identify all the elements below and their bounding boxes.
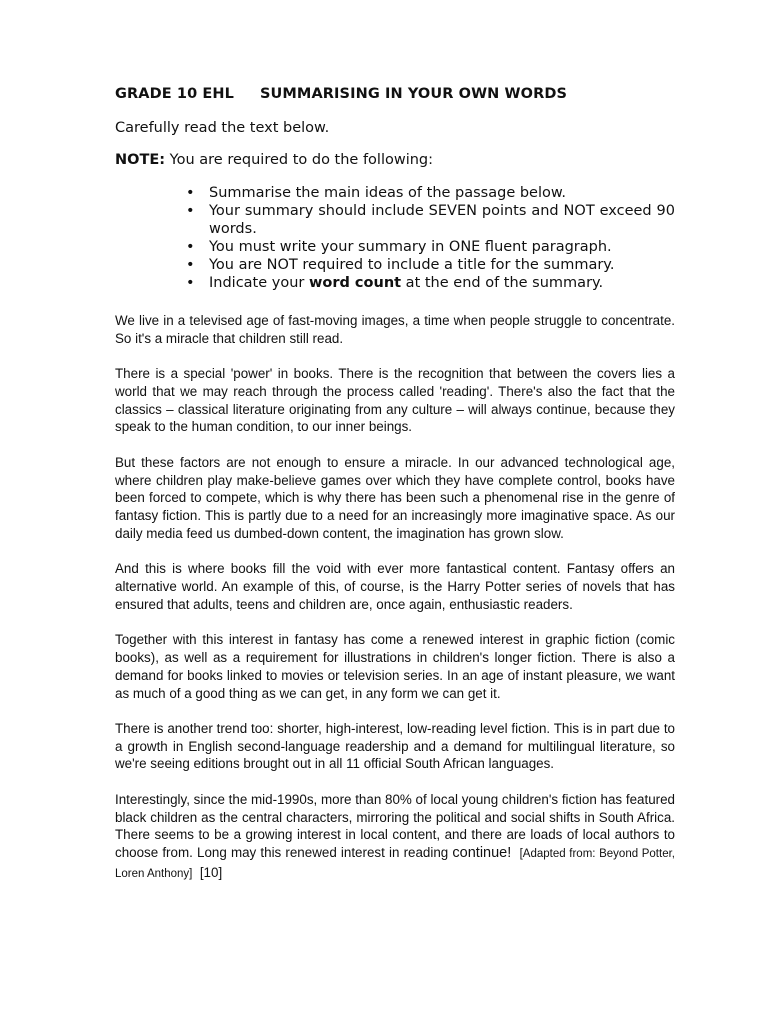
task-bold-text: word count <box>309 275 402 291</box>
passage-paragraph: There is another trend too: shorter, high-interest, low-reading level fiction. This is in part due to a growth in English second-language readership and a demand for multilingual literature, so we're seeing editions brought out in all 11 official South African languages. <box>115 720 675 772</box>
task-text: Indicate your <box>209 275 309 291</box>
task-text: at the end of the summary. <box>401 275 604 291</box>
task-list <box>115 184 675 292</box>
task-item: • Summarise the main ideas of the passage below. <box>209 184 675 202</box>
task-item <box>209 274 675 292</box>
note-label: NOTE: <box>115 152 166 168</box>
worksheet-page <box>115 86 675 901</box>
passage-paragraph: Together with this interest in fantasy has come a renewed interest in graphic fiction (comic books), as well as a requirement for illustrations in children's longer fiction. There is also a demand for books linked to movies or television series. In an age of instant pleasure, we want as much of a good thing as we can get, in any form we can get it. <box>115 632 675 701</box>
read-instruction: Carefully read the text below. <box>115 120 330 136</box>
grade-label: GRADE 10 EHL <box>115 86 234 102</box>
marks-total: [10] <box>199 864 223 880</box>
final-paragraph-text: Interestingly, since the mid-1990s, more than 80% of local young children's fiction has featured black children as the central characters, mirroring the political and social shifts in South Africa. There seems to be a growing interest in local content, and there are loads of local authors to choose from. Long may this renewed interest in reading <box>115 791 675 861</box>
note-line <box>115 152 675 168</box>
passage-paragraph: There is a special 'power' in books. There is the recognition that between the covers lies a world that we may reach through the process called 'reading'. There's also the fact that the classics – classical literature originating from any culture – will always continue, because they speak to the human condition, to our inner beings. <box>115 366 675 435</box>
task-item: • Your summary should include SEVEN points and NOT exceed 90 words. <box>209 202 675 238</box>
passage-paragraph: But these factors are not enough to ensure a miracle. In our advanced technological age, where children play make-believe games over which they have complete control, books have been forced to compete, which is why there has been such a phenomenal rise in the genre of fantasy fiction. This is partly due to a need for an increasingly more imaginative space. As our daily media feed us dumbed-down content, the imagination has grown slow. <box>115 454 675 541</box>
final-word: continue! <box>452 845 512 862</box>
passage-paragraph: We live in a televised age of fast-moving images, a time when people struggle to concentrate. So it's a miracle that children still read. <box>115 313 675 346</box>
task-item: • You are NOT required to include a title for the summary. <box>209 256 675 274</box>
passage-paragraph: And this is where books fill the void with ever more fantastical content. Fantasy offers an alternative world. An example of this, of course, is the Harry Potter series of novels that has ensured that adults, teens and children are, once again, enthusiastic readers. <box>115 561 675 612</box>
source-citation: [Adapted from: Beyond Potter, Loren Anthony] <box>115 848 675 880</box>
passage <box>115 312 675 884</box>
passage-paragraph-final <box>115 791 675 884</box>
task-item: • You must write your summary in ONE fluent paragraph. <box>209 238 675 256</box>
worksheet-heading <box>115 86 675 102</box>
note-text: You are required to do the following: <box>165 152 434 168</box>
worksheet-title: SUMMARISING IN YOUR OWN WORDS <box>259 86 568 102</box>
